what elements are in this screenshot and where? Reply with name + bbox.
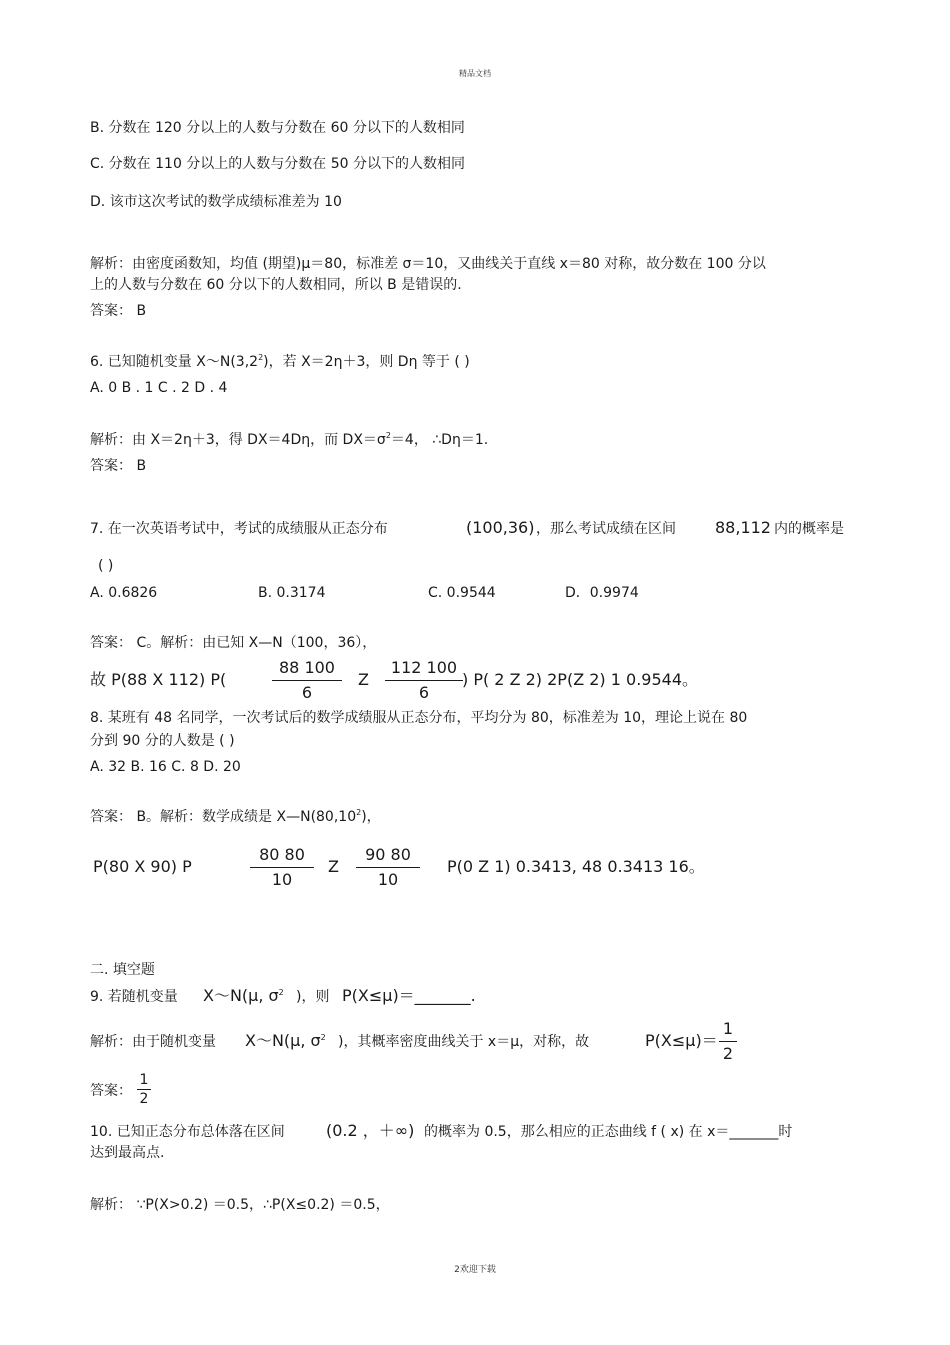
q10-stem-a: 10. 已知正态分布总体落在区间 — [90, 1124, 285, 1140]
q9-stem-c: )，则 — [296, 989, 330, 1005]
q7-stem-b: ，那么考试成绩在区间 — [536, 521, 676, 537]
option-b: B. 分数在 120 分以上的人数与分数在 60 分以下的人数相同 — [90, 120, 465, 136]
q9-stem-b: X～N(μ, $\sigma^2$ — [203, 986, 284, 1005]
q6-stem: 6. 已知随机变量 $X\sim N(3,2^2)$，若 X＝2η＋3，则 Dη 等于 ( ) — [90, 353, 470, 370]
q9-stem-a: 9. 若随机变量 — [90, 989, 178, 1005]
q6-options: A. 0 B . 1 C . 2 D . 4 — [90, 380, 228, 396]
q10-stem-line2: 达到最高点. — [90, 1145, 165, 1161]
q8-equation-lead: P(80 X 90) P — [93, 857, 192, 876]
q8-options: A. 32 B. 16 C. 8 D. 20 — [90, 759, 241, 775]
q9-analysis-d: P(X≤μ)＝ — [645, 1031, 718, 1050]
q10-analysis: 解析： ∵P(X>0.2) ＝0.5，∴P(X≤0.2) ＝0.5， — [90, 1197, 390, 1213]
q9-analysis-a: 解析：由于随机变量 — [90, 1034, 216, 1050]
q8-fraction-1: 80 80 10 — [250, 845, 314, 890]
q7-equation-lead: 故 P(88 X 112) P( — [90, 670, 227, 689]
page-footer: 2欢迎下载 — [454, 1265, 496, 1275]
q7-stem-c: 内的概率是 — [774, 521, 844, 537]
q8-stem-line1: 8. 某班有 48 名同学，一次考试后的数学成绩服从正态分布，平均分为 80，标准差为 10，理论上说在 80 — [90, 710, 748, 726]
q9-analysis-c: )，其概率密度曲线关于 x＝μ，对称，故 — [338, 1034, 590, 1050]
page-header: 精品文档 — [459, 69, 491, 78]
q9-analysis-b: X～N(μ, $\sigma^2$ — [245, 1031, 326, 1050]
q5-analysis-line2: 上的人数与分数在 60 分以下的人数相同，所以 B 是错误的. — [90, 277, 462, 293]
q8-equation-z: Z — [328, 857, 339, 876]
q7-fraction-2: 112 100 6 — [385, 658, 463, 703]
section-2-title: 二. 填空题 — [90, 962, 155, 978]
q8-stem-line2: 分到 90 分的人数是 ( ) — [90, 733, 235, 749]
q7-fraction-1: 88 100 6 — [272, 658, 342, 703]
q7-paren: ( ) — [98, 558, 114, 574]
q9-answer: 答案： — [90, 1083, 132, 1099]
q8-equation-tail: P(0 Z 1) 0.3413, 48 0.3413 16。 — [447, 857, 705, 876]
q7-option-d: D．0.9974 — [565, 585, 639, 601]
q7-stem-a: 7. 在一次英语考试中，考试的成绩服从正态分布 — [90, 521, 388, 537]
q7-option-c: C. 0.9544 — [428, 585, 496, 601]
q7-answer: 答案： C。解析：由已知 X—N（100，36）， — [90, 635, 377, 651]
q5-analysis-line1: 解析：由密度函数知，均值 (期望)μ＝80，标准差 σ＝10，又曲线关于直线 x＝80 对称，故分数在 100 分以 — [90, 256, 766, 272]
option-d: D. 该市这次考试的数学成绩标准差为 10 — [90, 194, 342, 210]
option-c: C. 分数在 110 分以上的人数与分数在 50 分以下的人数相同 — [90, 156, 466, 172]
q6-analysis: 解析：由 X＝2η＋3，得 DX＝4Dη，而 $DX=\sigma^2=4$， ∴Dη＝1. — [90, 431, 489, 448]
q8-fraction-2: 90 80 10 — [356, 845, 420, 890]
q10-interval: (0.2 ，＋∞) — [326, 1121, 415, 1140]
q7-distribution: (100,36) — [466, 518, 535, 537]
q7-interval: 88,112 — [715, 518, 771, 537]
q7-equation-z: Z — [358, 670, 369, 689]
q6-answer: 答案： B — [90, 458, 147, 474]
q7-equation-tail: ) P( 2 Z 2) 2P(Z 2) 1 0.9544。 — [462, 670, 699, 689]
q10-stem-b: 的概率为 0.5，那么相应的正态曲线 f ( x) 在 x＝_______时 — [424, 1124, 793, 1140]
q7-option-a: A. 0.6826 — [90, 585, 158, 601]
q9-stem-d: P(X≤μ)＝_______. — [342, 986, 476, 1005]
q9-half-fraction: 1 2 — [719, 1019, 737, 1064]
q9-answer-fraction: 1 2 — [137, 1072, 151, 1107]
q7-option-b: B. 0.3174 — [258, 585, 326, 601]
q5-answer: 答案： B — [90, 303, 147, 319]
q8-answer: 答案： B。解析：数学成绩是 X—N(80,10$^2$)， — [90, 808, 381, 825]
